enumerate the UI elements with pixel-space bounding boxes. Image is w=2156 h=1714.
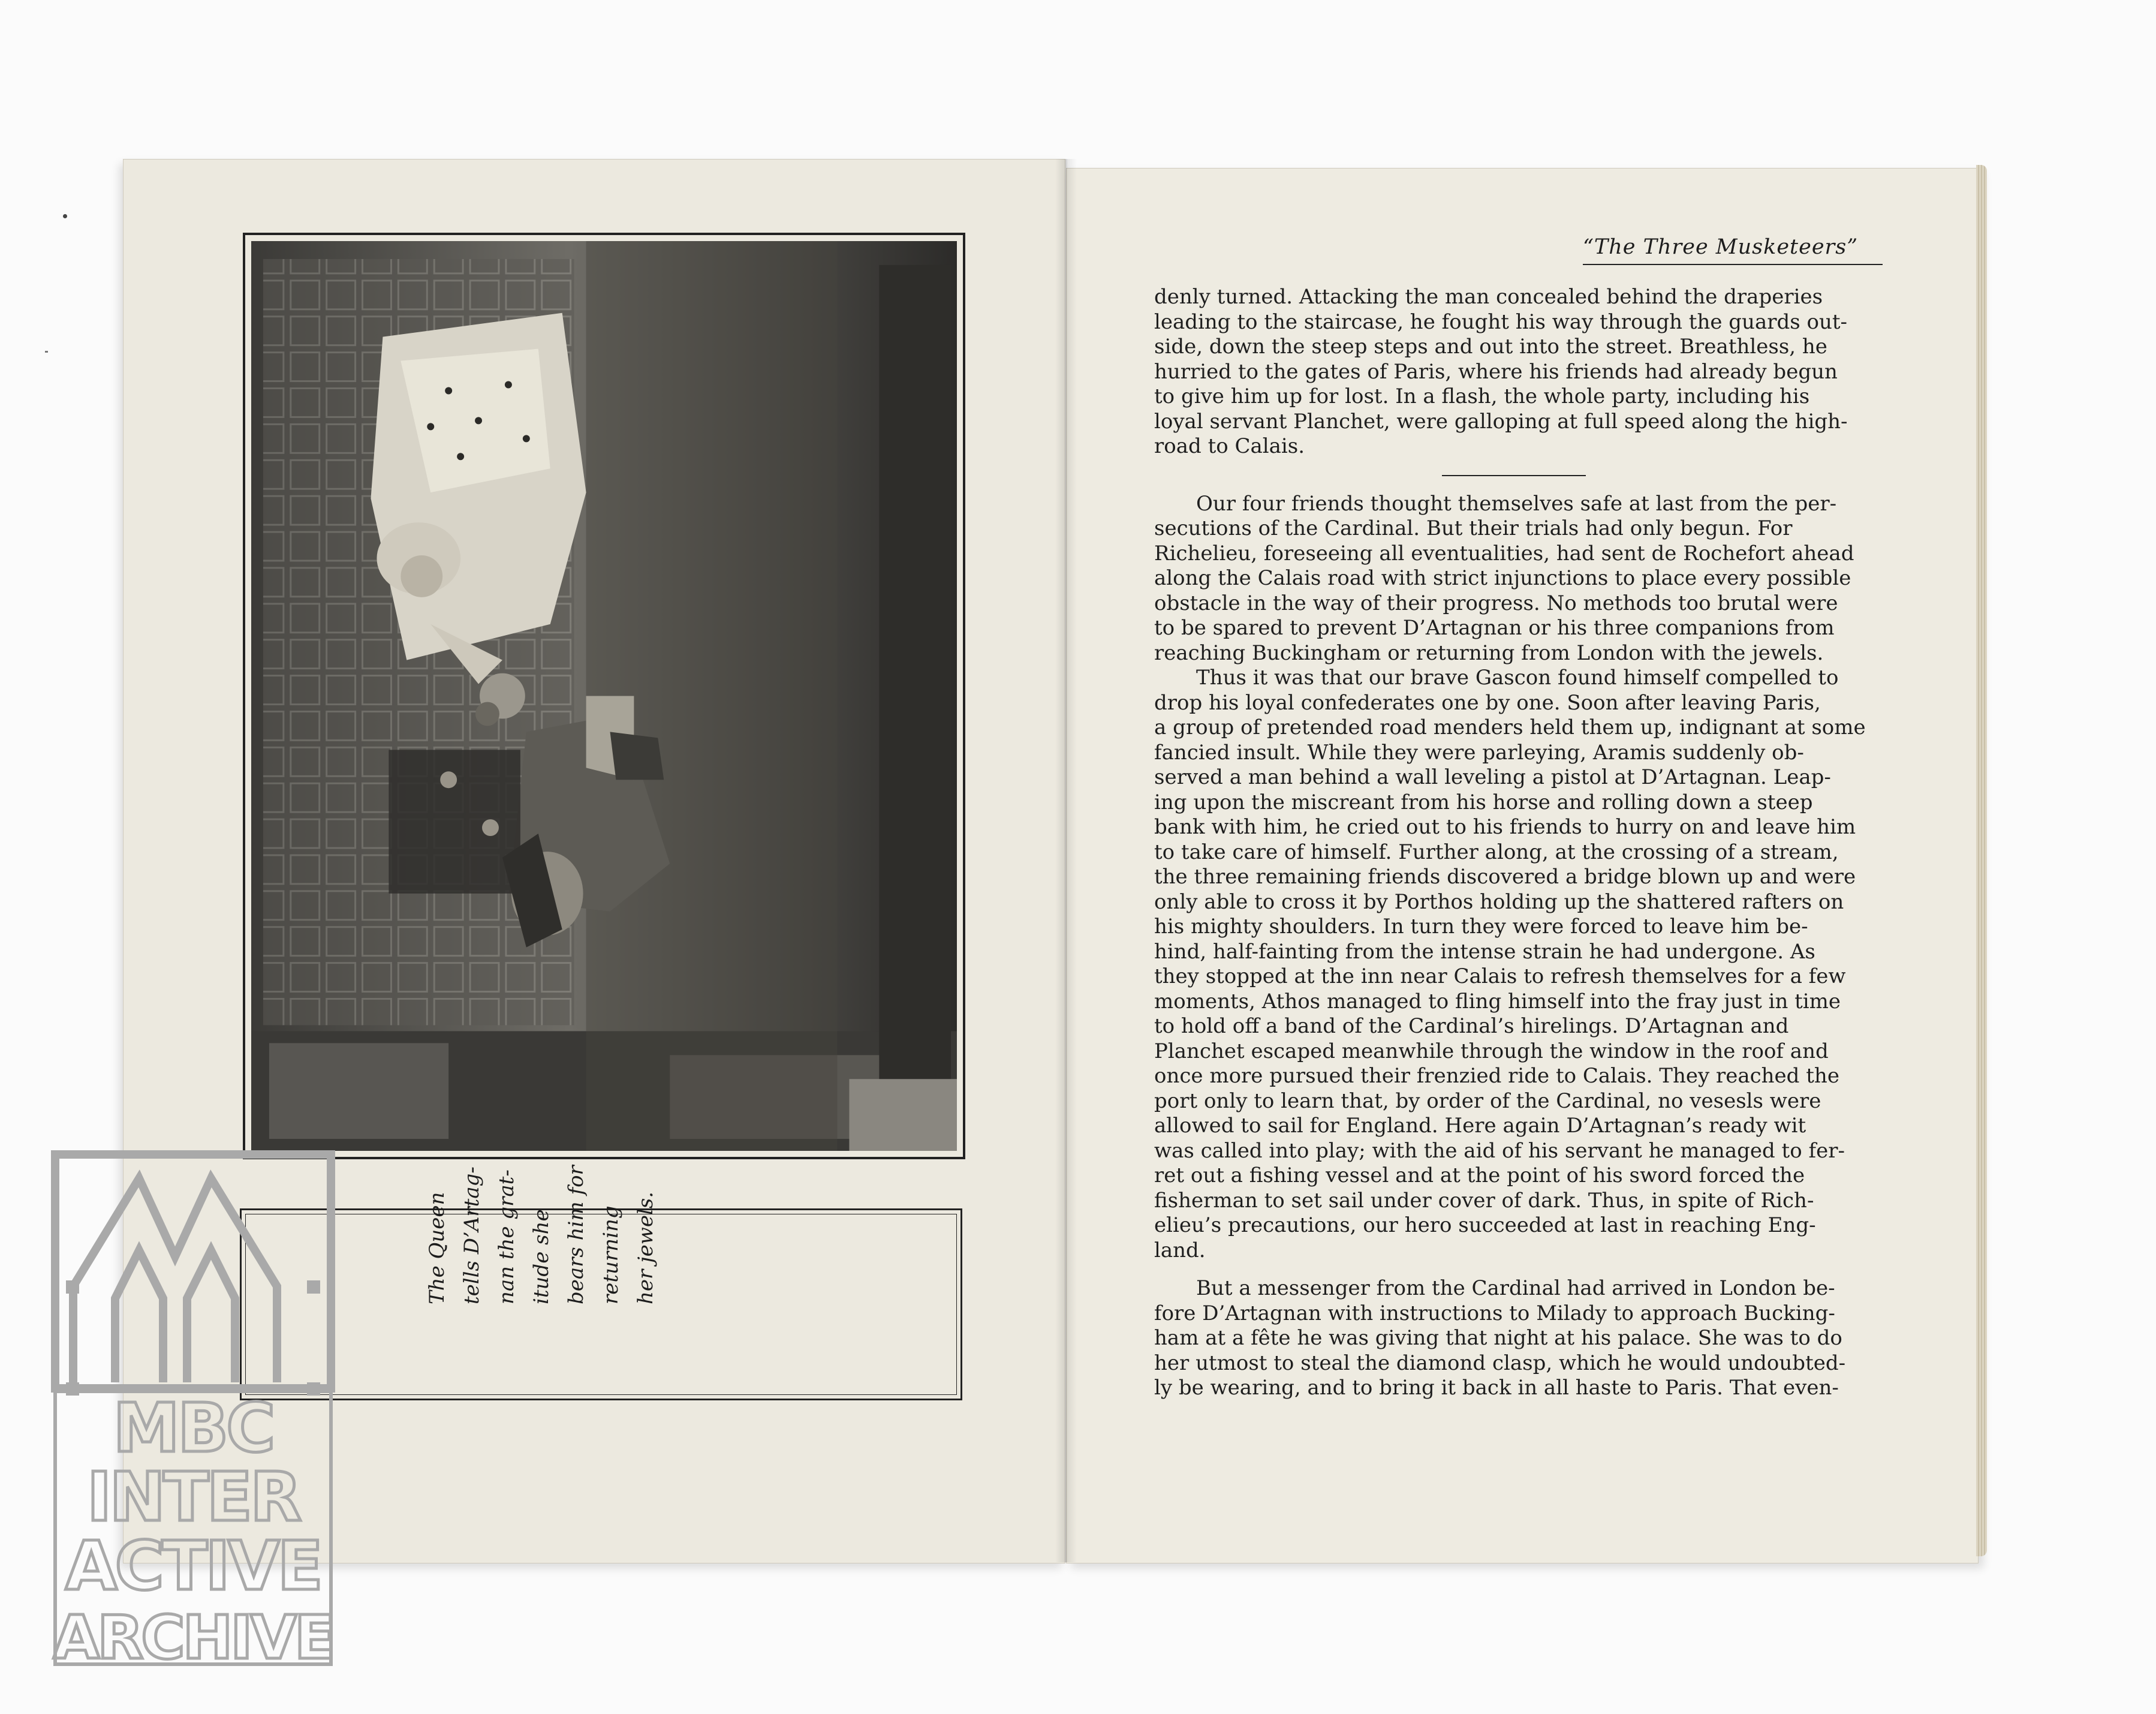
text-line: only able to cross it by Porthos holding up the shattered rafters on xyxy=(1154,889,1844,914)
text-line: Thus it was that our brave Gascon found himself compelled to xyxy=(1196,666,1839,690)
paragraph-2 xyxy=(1154,492,1874,666)
page-edges xyxy=(1976,165,1987,1556)
text-line: ret out a fishing vessel and at the point of his sword forced the xyxy=(1154,1163,1805,1187)
text-line: fancied insult. While they were parleying, Aramis suddenly ob- xyxy=(1154,740,1804,765)
text-line: leading to the staircase, he fought his way through the guards out- xyxy=(1154,309,1847,334)
text-line: fore D’Artagnan with instructions to Milady to approach Bucking- xyxy=(1154,1301,1835,1325)
text-line: was called into play; with the aid of his servant he managed to fer- xyxy=(1154,1138,1845,1163)
text-line: they stopped at the inn near Calais to refresh themselves for a few xyxy=(1154,964,1846,988)
text-line: reaching Buckingham or returning from London with the jewels. xyxy=(1154,641,1824,665)
paragraph-1 xyxy=(1154,285,1874,459)
text-line: secutions of the Cardinal. But their trials had only begun. For xyxy=(1154,516,1793,540)
text-line: to be spared to prevent D’Artagnan or his three companions from xyxy=(1154,616,1835,640)
logo-mark xyxy=(49,1148,337,1670)
text-line: his mighty shoulders. In turn they were forced to leave him be- xyxy=(1154,915,1808,939)
logo-line: MBC xyxy=(113,1390,273,1468)
text-line: hind, half-fainting from the intense strain he had undergone. As xyxy=(1154,939,1815,964)
text-line: hurried to the gates of Paris, where his friends had already begun xyxy=(1154,359,1838,384)
photo-caption xyxy=(420,1136,663,1304)
paragraph-gap xyxy=(1154,1263,1874,1276)
text-line: along the Calais road with strict injunctions to place every possible xyxy=(1154,566,1851,590)
text-line: fisherman to set sail under cover of dark. Thus, in spite of Rich- xyxy=(1154,1188,1814,1213)
text-line: allowed to sail for England. Here again D’Artagnan’s ready wit xyxy=(1154,1114,1806,1138)
text-line: But a messenger from the Cardinal had arrived in London be- xyxy=(1196,1276,1835,1300)
logo-line: ARCHIVE xyxy=(53,1602,333,1670)
text-line: to give him up for lost. In a flash, the whole party, including his xyxy=(1154,384,1810,408)
text-line: land. xyxy=(1154,1238,1206,1262)
text-line: to hold off a band of the Cardinal’s hirelings. D’Artagnan and xyxy=(1154,1014,1789,1038)
text-line: Our four friends thought themselves safe at last from the per- xyxy=(1196,491,1837,516)
text-line: loyal servant Planchet, were galloping at full speed along the high- xyxy=(1154,409,1848,434)
paragraph-4 xyxy=(1154,1276,1874,1401)
text-line: a group of pretended road menders held them up, indignant at some xyxy=(1154,715,1866,739)
caption-line: itude she xyxy=(529,1209,553,1304)
section-divider xyxy=(1442,475,1586,476)
text-line: port only to learn that, by order of the Cardinal, no vesesls were xyxy=(1154,1088,1821,1113)
caption-line: her jewels. xyxy=(634,1191,658,1304)
text-line: elieu’s precautions, our hero succeeded at last in reaching Eng- xyxy=(1154,1213,1816,1237)
body-text xyxy=(1154,285,1874,1401)
text-line: her utmost to steal the diamond clasp, which he would undoubted- xyxy=(1154,1351,1846,1375)
text-line: drop his loyal confederates one by one. Soon after leaving Paris, xyxy=(1154,690,1821,715)
text-line: ing upon the miscreant from his horse and rolling down a steep xyxy=(1154,790,1813,814)
caption-line: bears him for xyxy=(564,1165,588,1304)
text-line: Planchet escaped meanwhile through the window in the roof and xyxy=(1154,1039,1829,1063)
paragraph-3 xyxy=(1154,666,1874,1263)
caption-inner-frame xyxy=(245,1165,957,1395)
text-line: Richelieu, foreseeing all eventualities, had sent de Rochefort ahead xyxy=(1154,541,1854,566)
caption-line: nan the grat- xyxy=(495,1169,519,1304)
caption-line: returning xyxy=(599,1205,623,1304)
photo-caption-box xyxy=(240,1165,962,1400)
text-line: ham at a fête he was giving that night at his palace. She was to do xyxy=(1154,1326,1842,1350)
text-line: ly be wearing, and to bring it back in all haste to Paris. That even- xyxy=(1154,1376,1839,1400)
text-line: the three remaining friends discovered a bridge blown up and were xyxy=(1154,865,1856,889)
logo-line: ACTIVE xyxy=(65,1527,321,1605)
text-line: to take care of himself. Further along, at the crossing of a stream, xyxy=(1154,840,1839,864)
caption-line: tells D’Artag- xyxy=(460,1166,484,1304)
text-line: side, down the steep steps and out into the street. Breathless, he xyxy=(1154,335,1827,359)
header-rule xyxy=(1583,264,1883,265)
running-head: “The Three Musketeers” xyxy=(1583,235,1859,259)
text-line: bank with him, he cried out to his friends to hurry on and leave him xyxy=(1154,815,1856,839)
film-still-photo xyxy=(243,233,965,1159)
text-line: denly turned. Attacking the man concealed behind the draperies xyxy=(1154,285,1823,309)
text-line: moments, Athos managed to fling himself into the fray just in time xyxy=(1154,989,1841,1014)
logo-line: INTER xyxy=(86,1459,300,1536)
text-line: once more pursued their frenzied ride to Calais. They reached the xyxy=(1154,1064,1839,1088)
book-gutter xyxy=(1055,159,1077,1562)
photo-image xyxy=(251,241,957,1151)
speck xyxy=(45,351,48,353)
text-line: obstacle in the way of their progress. No methods too brutal were xyxy=(1154,591,1838,615)
caption-line: The Queen xyxy=(425,1192,449,1304)
archive-logo-watermark xyxy=(49,1148,337,1670)
text-line: served a man behind a wall leveling a pistol at D’Artagnan. Leap- xyxy=(1154,765,1831,789)
speck xyxy=(63,214,67,218)
text-line: road to Calais. xyxy=(1154,434,1305,458)
photo-illustration xyxy=(251,241,957,1151)
